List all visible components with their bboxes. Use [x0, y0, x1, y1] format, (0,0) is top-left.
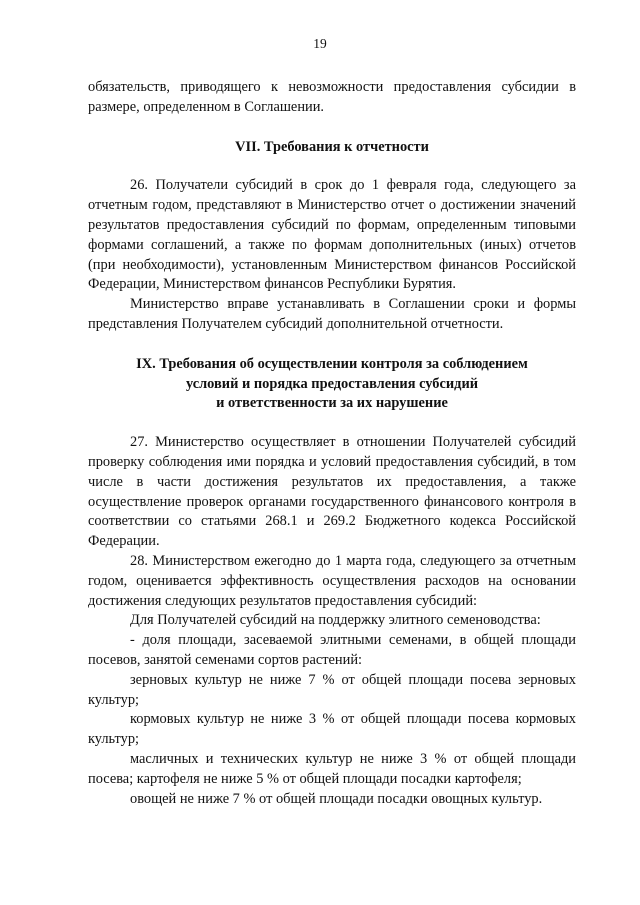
paragraph-26: 26. Получатели субсидий в срок до 1 февраля года, следующего за отчетным годом, представляют в Министерство отчет о достижении значений результатов предоставления субсидий по формам, определенным типовыми формами соглашений, а также по формам дополнительных (иных) отчетов (при необходимости), установленным Министерством финансов Российской Федерации, Министерством финансов Республики Бурятия. — [88, 177, 576, 293]
section-7-heading: VII. Требования к отчетности — [235, 138, 429, 155]
section-9-heading — [88, 355, 576, 414]
paragraph-28-vegetables: овощей не ниже 7 % от общей площади посадки овощных культур. — [130, 790, 543, 807]
paragraph-28-intro: Для Получателей субсидий на поддержку элитного семеноводства: — [130, 612, 541, 629]
continuation-paragraph: обязательств, приводящего к невозможности предоставления субсидии в размере, определенном в Соглашении. — [88, 79, 576, 115]
paragraph-28-fodder: кормовых культур не ниже 3 % от общей площади посева кормовых культур; — [88, 711, 576, 748]
paragraph-26-additional: Министерство вправе устанавливать в Соглашении сроки и формы представления Получателем субсидий дополнительной отчетности. — [88, 296, 576, 332]
section-9-heading-line: условий и порядка предоставления субсидий — [185, 375, 479, 392]
section-9-heading-line: IX. Требования об осуществлении контроля за соблюдением — [136, 355, 528, 372]
paragraph-28: 28. Министерством ежегодно до 1 марта года, следующего за отчетным годом, оценивается эффективность осуществления расходов на основании достижения следующих результатов предоставления субсидий: — [88, 552, 576, 609]
page-number: 19 — [313, 36, 327, 51]
paragraph-27: 27. Министерство осуществляет в отношении Получателей субсидий проверку соблюдения ими порядка и условий предоставления субсидий, в том числе в части достижения результатов их предоставления, а также осуществление проверок органами государственного финансового контроля в соответствии со статьями 268.1 и 269.2 Бюджетного кодекса Российской Федерации. — [88, 434, 576, 550]
document-body — [88, 78, 576, 809]
paragraph-28-oil: масличных и технических культур не ниже 3 % от общей площади посева; картофеля не ниже 5 % от общей площади посадки картофеля; — [88, 750, 576, 787]
section-9-heading-line: и ответственности за их нарушение — [216, 395, 448, 412]
paragraph-28-grain: зерновых культур не ниже 7 % от общей площади посева зерновых культур; — [88, 671, 576, 708]
paragraph-28-share: - доля площади, засеваемой элитными семенами, в общей площади посевов, занятой семенами сортов растений: — [88, 632, 576, 668]
